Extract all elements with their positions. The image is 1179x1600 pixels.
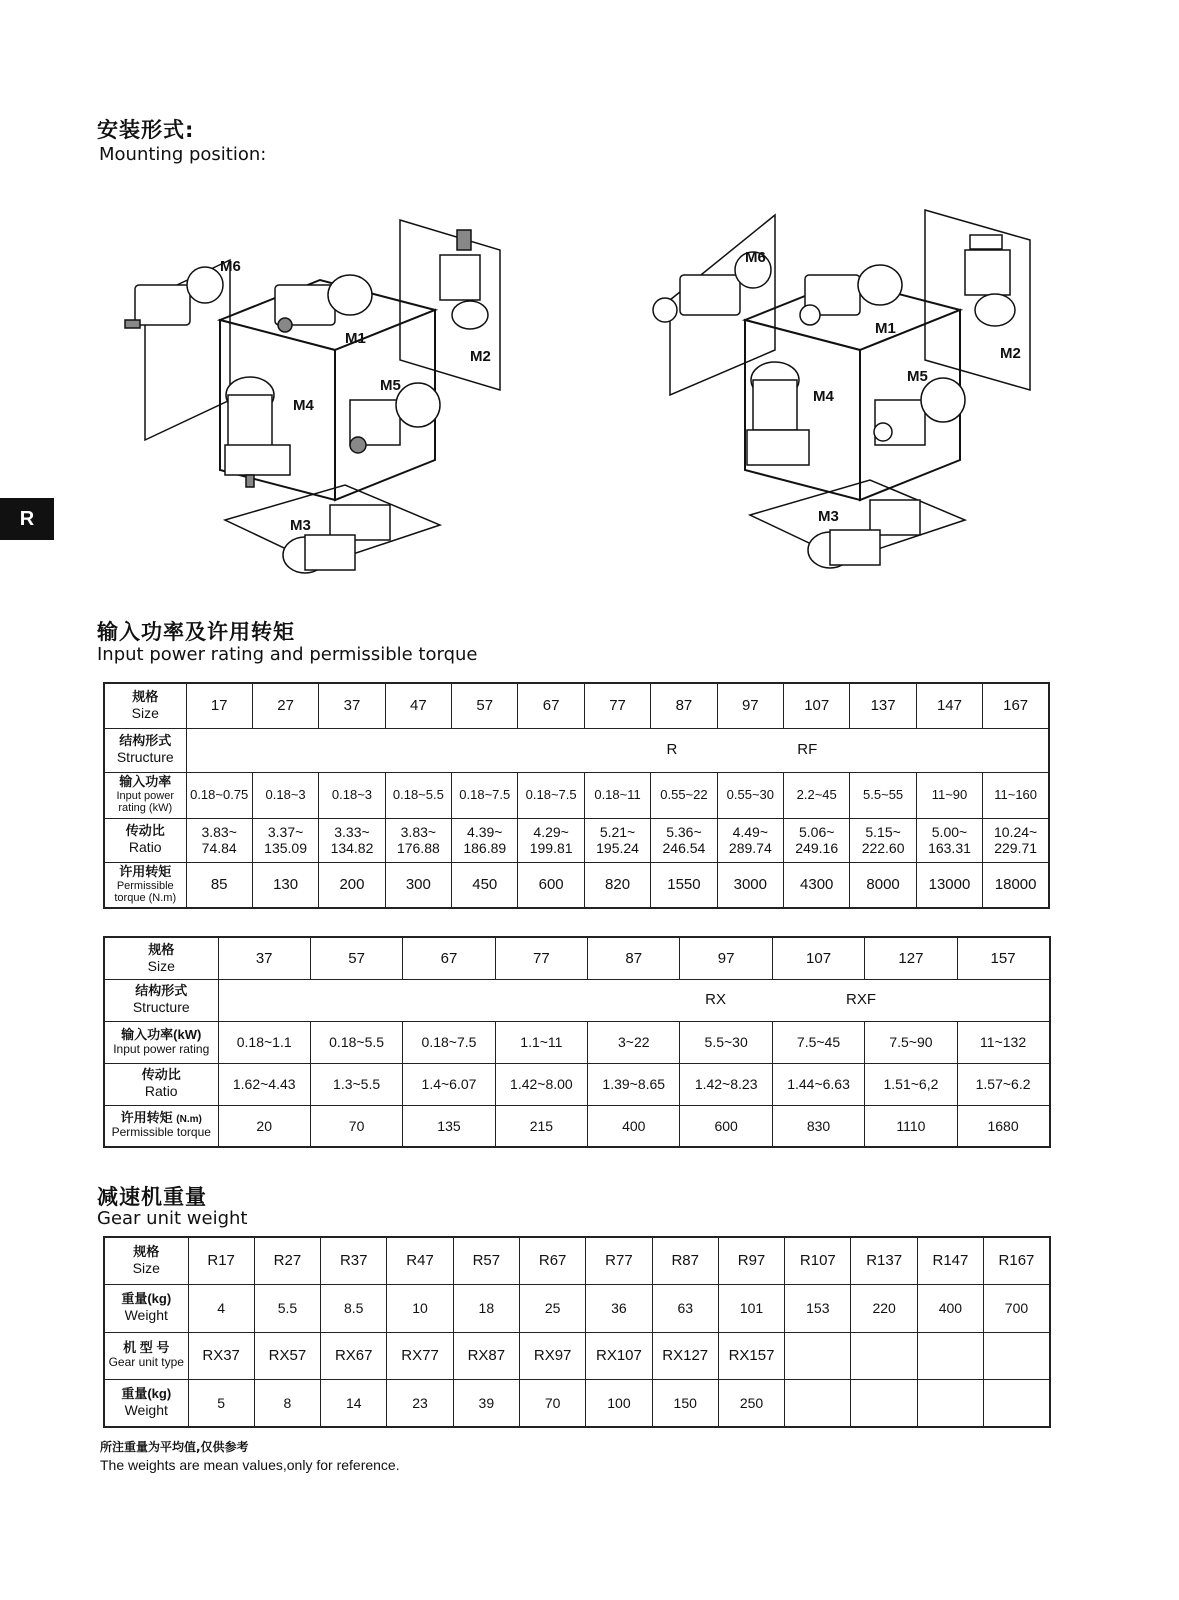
weight-cell: 10: [387, 1284, 453, 1332]
power-cell: 0.18~7.5: [452, 772, 518, 818]
label-m3-left: M3: [290, 517, 311, 534]
ratio-cell: 1.3~5.5: [310, 1063, 402, 1105]
ratio-cell: [319, 818, 385, 862]
ratio-cell: 1.42~8.23: [680, 1063, 772, 1105]
weight-cell: 14: [321, 1379, 387, 1427]
label-m2-right: M2: [1000, 345, 1021, 362]
torque-cell: 1680: [957, 1105, 1049, 1147]
structure-values: R RF: [186, 728, 1049, 772]
power-cell: 11~90: [916, 772, 982, 818]
size-cell: 157: [957, 937, 1049, 979]
power-cell: 7.5~90: [865, 1021, 957, 1063]
power-cell: 5.5~30: [680, 1021, 772, 1063]
structure-header: 结构形式 Structure: [104, 728, 186, 772]
torque-header: 许用转矩 (N.m) Permissible torque: [104, 1105, 218, 1147]
type-cell: RX57: [254, 1332, 320, 1379]
ratio-max: 289.74: [728, 840, 772, 856]
label-m1-left: M1: [345, 330, 366, 347]
weight-header: 重量(kg) Weight: [104, 1284, 188, 1332]
ratio-min: 5.06~: [798, 823, 835, 840]
weight-cell: 700: [984, 1284, 1050, 1332]
power-cell: 0.18~7.5: [518, 772, 584, 818]
size-header: 规格 Size: [104, 937, 218, 979]
label-m4-right: M4: [813, 388, 834, 405]
torque-cell: 830: [772, 1105, 864, 1147]
size-cell: R77: [586, 1237, 652, 1284]
torque-cell: 1550: [651, 862, 717, 908]
ratio-max: 134.82: [330, 840, 374, 856]
power-cell: 0.18~3: [319, 772, 385, 818]
power-cell: 0.18~11: [584, 772, 650, 818]
size-cell: R107: [785, 1237, 851, 1284]
ratio-min: 10.24~: [994, 823, 1038, 840]
ratio-cell: [850, 818, 916, 862]
ratio-min: 3.83~: [400, 823, 437, 840]
type-cell: RX107: [586, 1332, 652, 1379]
ratio-cell: [651, 818, 717, 862]
structure-header: 结构形式 Structure: [104, 979, 218, 1021]
size-cell: 107: [784, 683, 850, 728]
size-cell: 107: [772, 937, 864, 979]
label-m2-left: M2: [470, 348, 491, 365]
power-cell: 3~22: [588, 1021, 680, 1063]
ratio-cell: [518, 818, 584, 862]
weight-cell: 153: [785, 1284, 851, 1332]
weight-cell: 400: [917, 1284, 983, 1332]
ratio-cell: [584, 818, 650, 862]
type-cell: [917, 1332, 983, 1379]
ratio-cell: [784, 818, 850, 862]
weight-table: [103, 1236, 1051, 1428]
torque-cell: 600: [680, 1105, 772, 1147]
torque-cell: 820: [584, 862, 650, 908]
ratio-min: 5.15~: [865, 823, 901, 840]
weight-cell: 5.5: [254, 1284, 320, 1332]
power-cell: 1.1~11: [495, 1021, 587, 1063]
size-cell: R137: [851, 1237, 917, 1284]
size-cell: 37: [319, 683, 385, 728]
ratio-max: 222.60: [861, 840, 905, 856]
power-cell: 0.55~30: [717, 772, 783, 818]
size-cell: R147: [917, 1237, 983, 1284]
power-cell: 0.18~5.5: [310, 1021, 402, 1063]
size-cell: 97: [717, 683, 783, 728]
torque-cell: 4300: [784, 862, 850, 908]
weight-cell: 36: [586, 1284, 652, 1332]
type-cell: RX37: [188, 1332, 254, 1379]
ratio-cell: 1.57~6.2: [957, 1063, 1049, 1105]
weight-cell: 150: [652, 1379, 718, 1427]
size-cell: 57: [452, 683, 518, 728]
ratio-cell: 1.42~8.00: [495, 1063, 587, 1105]
ratio-cell: [717, 818, 783, 862]
ratio-max: 176.88: [396, 840, 440, 856]
ratio-max: 195.24: [596, 840, 639, 856]
ratio-header: 传动比 Ratio: [104, 818, 186, 862]
weight-cell: [851, 1379, 917, 1427]
size-cell: 67: [403, 937, 495, 979]
size-cell: 167: [983, 683, 1049, 728]
weight-cell: 8: [254, 1379, 320, 1427]
mounting-title-en: Mounting position:: [99, 144, 267, 165]
torque-cell: 3000: [717, 862, 783, 908]
size-cell: 97: [680, 937, 772, 979]
weight-cell: 220: [851, 1284, 917, 1332]
ratio-cell: [983, 818, 1049, 862]
weight-title-zh: 减速机重量: [97, 1185, 207, 1209]
size-cell: R167: [984, 1237, 1050, 1284]
weight2-header: 重量(kg) Weight: [104, 1379, 188, 1427]
ratio-min: 3.83~: [201, 823, 237, 840]
side-tab: R: [0, 498, 54, 540]
ratio-cell: 1.51~6,2: [865, 1063, 957, 1105]
power-cell: 0.18~3: [252, 772, 318, 818]
torque-cell: 8000: [850, 862, 916, 908]
ratio-min: 4.49~: [732, 823, 769, 840]
weight-cell: 4: [188, 1284, 254, 1332]
weight-title-en: Gear unit weight: [97, 1208, 248, 1229]
torque-cell: 85: [186, 862, 252, 908]
size-header: 规格 Size: [104, 1237, 188, 1284]
size-cell: 127: [865, 937, 957, 979]
power-header: 输入功率 Input power rating (kW): [104, 772, 186, 818]
mounting-diagram: [100, 200, 1060, 590]
torque-cell: 20: [218, 1105, 310, 1147]
size-cell: 67: [518, 683, 584, 728]
ratio-cell: [452, 818, 518, 862]
label-m3-right: M3: [818, 508, 839, 525]
label-m1-right: M1: [875, 320, 896, 337]
ratio-header: 传动比 Ratio: [104, 1063, 218, 1105]
ratio-max: 229.71: [994, 840, 1038, 856]
ratio-min: 3.37~: [267, 823, 304, 840]
mounting-title-zh: 安装形式:: [97, 118, 195, 142]
ratio-max: 199.81: [529, 840, 573, 856]
power-cell: 0.18~0.75: [186, 772, 252, 818]
torque-cell: 450: [452, 862, 518, 908]
ratio-min: 4.29~: [533, 823, 569, 840]
power-header: 输入功率(kW) Input power rating: [104, 1021, 218, 1063]
ratio-cell: [385, 818, 451, 862]
type-cell: [984, 1332, 1050, 1379]
label-m6-left: M6: [220, 258, 241, 275]
size-cell: 87: [588, 937, 680, 979]
torque-cell: 400: [588, 1105, 680, 1147]
torque-cell: 200: [319, 862, 385, 908]
size-header: 规格 Size: [104, 683, 186, 728]
size-cell: 147: [916, 683, 982, 728]
power-cell: 5.5~55: [850, 772, 916, 818]
label-m4-left: M4: [293, 397, 314, 414]
size-cell: 77: [495, 937, 587, 979]
label-m5-left: M5: [380, 377, 401, 394]
weight-cell: [785, 1379, 851, 1427]
power-title-zh: 输入功率及许用转矩: [97, 620, 295, 644]
ratio-cell: [916, 818, 982, 862]
ratio-max: 163.31: [928, 840, 971, 856]
weight-cell: 100: [586, 1379, 652, 1427]
torque-cell: 18000: [983, 862, 1049, 908]
ratio-min: 3.33~: [334, 823, 370, 840]
torque-cell: 600: [518, 862, 584, 908]
power-cell: 2.2~45: [784, 772, 850, 818]
power-table-r: [103, 682, 1050, 909]
label-m5-right: M5: [907, 368, 928, 385]
size-cell: R97: [718, 1237, 784, 1284]
size-cell: 137: [850, 683, 916, 728]
torque-cell: 13000: [916, 862, 982, 908]
size-cell: R47: [387, 1237, 453, 1284]
power-table-rx: [103, 936, 1051, 1148]
type-cell: RX157: [718, 1332, 784, 1379]
power-cell: 0.18~5.5: [385, 772, 451, 818]
type-cell: RX87: [453, 1332, 519, 1379]
ratio-cell: [186, 818, 252, 862]
weight-cell: 250: [718, 1379, 784, 1427]
size-cell: R37: [321, 1237, 387, 1284]
size-cell: R17: [188, 1237, 254, 1284]
ratio-max: 249.16: [795, 840, 839, 856]
power-cell: 11~132: [957, 1021, 1049, 1063]
type-cell: RX127: [652, 1332, 718, 1379]
ratio-cell: 1.44~6.63: [772, 1063, 864, 1105]
power-cell: 0.55~22: [651, 772, 717, 818]
power-title-en: Input power rating and permissible torque: [97, 644, 478, 665]
type-cell: RX67: [321, 1332, 387, 1379]
power-cell: 0.18~7.5: [403, 1021, 495, 1063]
ratio-min: 5.00~: [931, 823, 968, 840]
weight-cell: 8.5: [321, 1284, 387, 1332]
weight-cell: 18: [453, 1284, 519, 1332]
ratio-cell: 1.4~6.07: [403, 1063, 495, 1105]
weight-cell: 39: [453, 1379, 519, 1427]
ratio-min: 4.39~: [467, 823, 503, 840]
power-cell: 0.18~1.1: [218, 1021, 310, 1063]
torque-cell: 135: [403, 1105, 495, 1147]
size-cell: 27: [252, 683, 318, 728]
size-cell: R27: [254, 1237, 320, 1284]
weight-cell: 101: [718, 1284, 784, 1332]
note-zh: 所注重量为平均值,仅供参考: [100, 1440, 249, 1454]
torque-cell: 70: [310, 1105, 402, 1147]
weight-cell: [984, 1379, 1050, 1427]
size-cell: R87: [652, 1237, 718, 1284]
torque-cell: 1110: [865, 1105, 957, 1147]
torque-cell: 215: [495, 1105, 587, 1147]
ratio-max: 74.84: [201, 840, 237, 856]
size-cell: 87: [651, 683, 717, 728]
size-cell: R57: [453, 1237, 519, 1284]
size-cell: 77: [584, 683, 650, 728]
ratio-max: 135.09: [264, 840, 307, 856]
type-cell: RX97: [519, 1332, 585, 1379]
power-cell: 11~160: [983, 772, 1049, 818]
weight-cell: 63: [652, 1284, 718, 1332]
type-header: 机 型 号 Gear unit type: [104, 1332, 188, 1379]
torque-header: 许用转矩 Permissible torque (N.m): [104, 862, 186, 908]
type-cell: [851, 1332, 917, 1379]
ratio-max: 246.54: [662, 840, 706, 856]
ratio-cell: 1.62~4.43: [218, 1063, 310, 1105]
ratio-cell: [252, 818, 318, 862]
weight-cell: 70: [519, 1379, 585, 1427]
note-en: The weights are mean values,only for reference.: [100, 1457, 400, 1473]
ratio-max: 186.89: [463, 840, 507, 856]
type-cell: [785, 1332, 851, 1379]
ratio-min: 5.21~: [599, 823, 636, 840]
structure-values: RX RXF: [218, 979, 1050, 1021]
label-m6-right: M6: [745, 249, 766, 266]
weight-cell: [917, 1379, 983, 1427]
torque-cell: 300: [385, 862, 451, 908]
power-cell: 7.5~45: [772, 1021, 864, 1063]
weight-cell: 5: [188, 1379, 254, 1427]
ratio-cell: 1.39~8.65: [588, 1063, 680, 1105]
size-cell: 47: [385, 683, 451, 728]
torque-cell: 130: [252, 862, 318, 908]
type-cell: RX77: [387, 1332, 453, 1379]
weight-cell: 23: [387, 1379, 453, 1427]
size-cell: R67: [519, 1237, 585, 1284]
ratio-min: 5.36~: [666, 823, 702, 840]
size-cell: 37: [218, 937, 310, 979]
weight-cell: 25: [519, 1284, 585, 1332]
size-cell: 57: [310, 937, 402, 979]
size-cell: 17: [186, 683, 252, 728]
